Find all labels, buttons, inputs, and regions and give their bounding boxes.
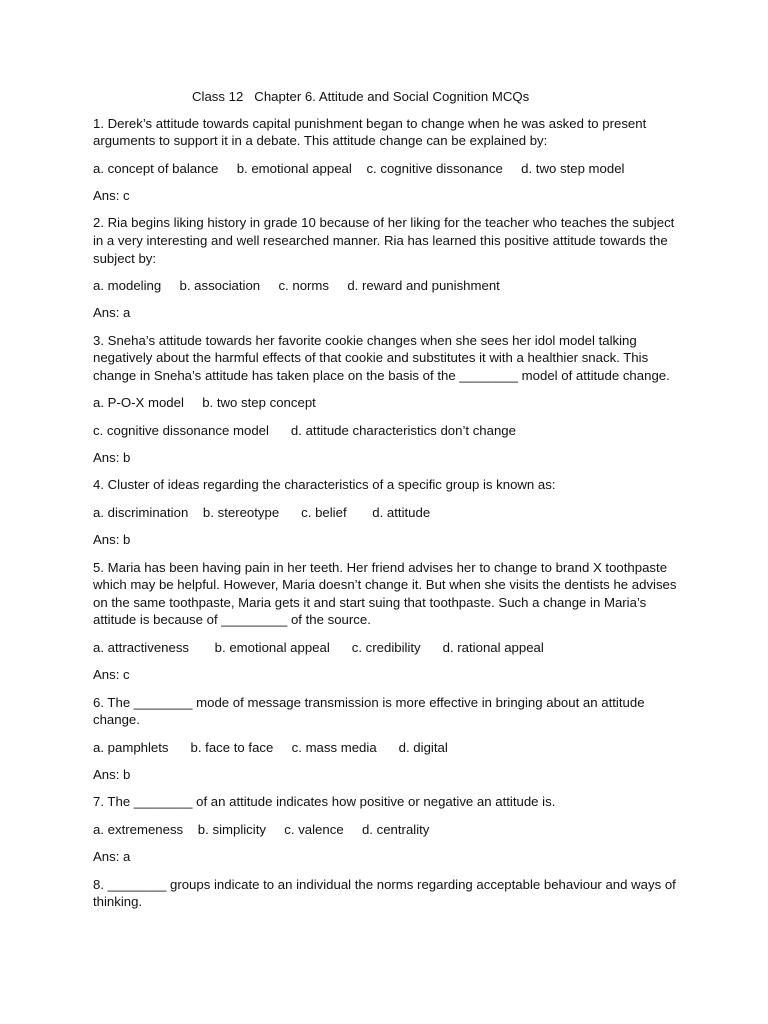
question-7: 7. The ________ of an attitude indicates how positive or negative an attitude is. <box>93 794 556 810</box>
document-content <box>93 88 678 921</box>
question-7-options: a. extremeness b. simplicity c. valence d. centrality <box>93 821 430 837</box>
question-6: 6. The ________ mode of message transmission is more effective in bringing about an attitude change. <box>93 694 645 728</box>
question-5: 5. Maria has been having pain in her teeth. Her friend advises her to change to brand X toothpaste which may be helpful. However, Maria doesn’t change it. But when she visits the dentists he advises on the same toothpaste, Maria gets it and start suing that toothpaste. Such a change in Maria’s attitude is because of _________ of the source. <box>93 559 677 628</box>
question-5-options: a. attractiveness b. emotional appeal c. credibility d. rational appeal <box>93 639 544 655</box>
question-2-answer: Ans: a <box>93 305 131 321</box>
question-4-answer: Ans: b <box>93 532 131 548</box>
question-3: 3. Sneha’s attitude towards her favorite cookie changes when she sees her idol model talking negatively about the harmful effects of that cookie and substitutes it with a healthier snack. This change in Sneha’s attitude has taken place on the basis of the ________ model of attitude change. <box>93 332 670 383</box>
question-4: 4. Cluster of ideas regarding the characteristics of a specific group is known as: <box>93 477 556 493</box>
question-8: 8. ________ groups indicate to an individual the norms regarding acceptable behaviour and ways of thinking. <box>93 876 676 910</box>
question-6-options: a. pamphlets b. face to face c. mass media d. digital <box>93 739 448 755</box>
page-title: Class 12 Chapter 6. Attitude and Social Cognition MCQs <box>192 89 530 104</box>
question-2: 2. Ria begins liking history in grade 10 because of her liking for the teacher who teaches the subject in a very interesting and well researched manner. Ria has learned this positive attitude towards the subject by: <box>93 215 675 266</box>
question-1: 1. Derek’s attitude towards capital punishment began to change when he was asked to present arguments to support it in a debate. This attitude change can be explained by: <box>93 115 647 149</box>
question-3-options-line-2: c. cognitive dissonance model d. attitude characteristics don’t change <box>93 422 516 438</box>
question-7-answer: Ans: a <box>93 849 131 865</box>
question-3-options-line-1: a. P-O-X model b. two step concept <box>93 395 316 411</box>
question-1-answer: Ans: c <box>93 187 130 203</box>
question-2-options: a. modeling b. association c. norms d. reward and punishment <box>93 277 500 293</box>
question-5-answer: Ans: c <box>93 667 130 683</box>
question-4-options: a. discrimination b. stereotype c. belief d. attitude <box>93 504 431 520</box>
question-6-answer: Ans: b <box>93 766 131 782</box>
question-1-options: a. concept of balance b. emotional appeal c. cognitive dissonance d. two step model <box>93 160 625 176</box>
question-3-answer: Ans: b <box>93 450 131 466</box>
